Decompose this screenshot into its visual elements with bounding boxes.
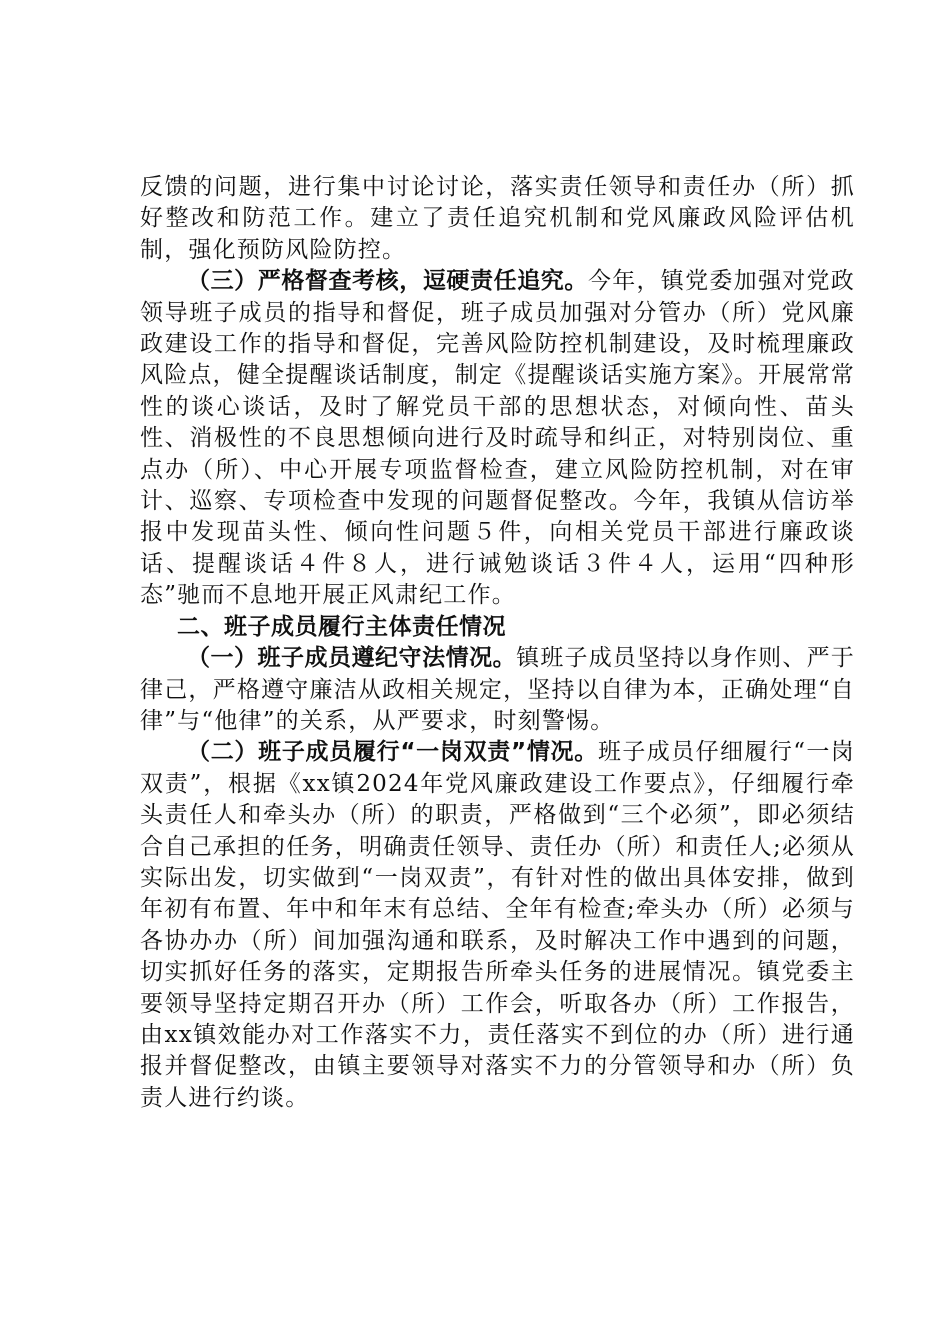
- paragraph-text: 反馈的问题，进行集中讨论讨论，落实责任领导和责任办（所）抓好整改和防范工作。建立了责任追究机制和党风廉政风险评估机制，强化预防风险防控。: [140, 174, 855, 263]
- paragraph-dual-duty: [140, 737, 855, 1114]
- subheading-dual-duty: （二）班子成员履行“一岗双责”情况。: [187, 739, 598, 766]
- paragraph-supervision: [140, 266, 855, 611]
- document-page: [140, 172, 855, 1114]
- subheading-supervision: （三）严格督查考核，逗硬责任追究。: [187, 268, 588, 295]
- section-title: 二、班子成员履行主体责任情况: [177, 613, 506, 640]
- paragraph-discipline: [140, 643, 855, 737]
- paragraph-continuation: [140, 172, 855, 266]
- paragraph-text: 今年，镇党委加强对党政领导班子成员的指导和督促，班子成员加强对分管办（所）党风廉政建设工作的指导和督促，完善风险防控机制建设，及时梳理廉政风险点，健全提醒谈话制度，制定《提醒谈话实施方案》。开展常常性的谈心谈话，及时了解党员干部的思想状态，对倾向性、苗头性、消极性的不良思想倾向进行及时疏导和纠正，对特别岗位、重点办（所）、中心开展专项监督检查，建立风险防控机制，对在审计、巡察、专项检查中发现的问题督促整改。今年，我镇从信访举报中发现苗头性、倾向性问题５件，向相关党员干部进行廉政谈话、提醒谈话４件８人，进行诫勉谈话３件４人，运用“四种形态”驰而不息地开展正风肃纪工作。: [140, 268, 856, 609]
- paragraph-text: 镇班子成员坚持以身作则、严于律己，严格遵守廉洁从政相关规定，坚持以自律为本，正确处理“自律”与“他律”的关系，从严要求，时刻警惕。: [140, 645, 855, 734]
- subheading-discipline: （一）班子成员遵纪守法情况。: [187, 645, 517, 672]
- paragraph-text: 班子成员仔细履行“一岗双责”，根据《xx镇2024年党风廉政建设工作要点》，仔细履行牵头责任人和牵头办（所）的职责，严格做到“三个必须”，即必须结合自己承担的任务，明确责任领导、责任办（所）和责任人;必须从实际出发，切实做到“一岗双责”，有针对性的做出具体安排，做到年初有布置、年中和年末有总结、全年有检查;牵头办（所）必须与各协办办（所）间加强沟通和联系，及时解决工作中遇到的问题，切实抓好任务的落实，定期报告所牵头任务的进展情况。镇党委主要领导坚持定期召开办（所）工作会，听取各办（所）工作报告，由xx镇效能办对工作落实不力，责任落实不到位的办（所）进行通报并督促整改，由镇主要领导对落实不力的分管领导和办（所）负责人进行约谈。: [140, 739, 855, 1111]
